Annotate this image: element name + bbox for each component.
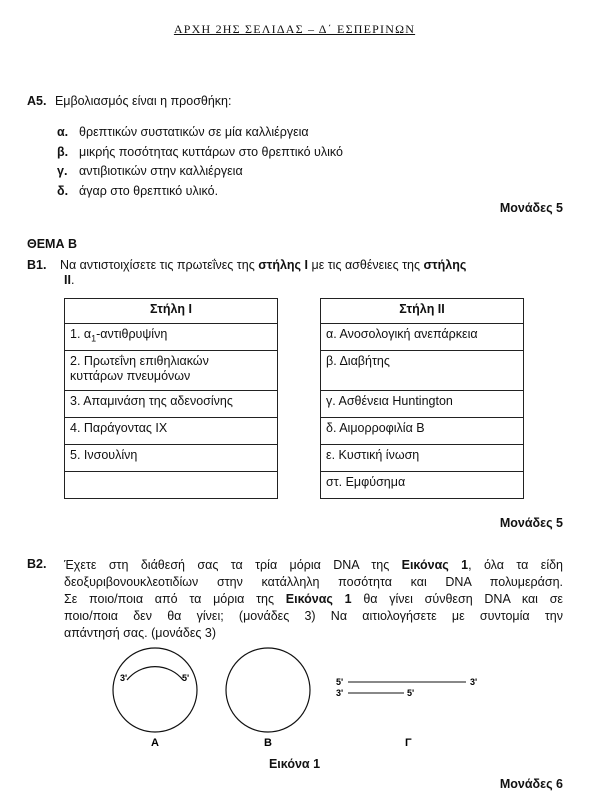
column-2-row: στ. Εμφύσημα [321,472,524,499]
column-1-table [64,298,278,499]
label-3prime-a: 3' [120,673,128,683]
column-2-table [320,298,524,499]
figure-dna-molecules [0,640,589,760]
column-1-header: Στήλη Ι [65,299,278,324]
column-2-header: Στήλη ΙΙ [321,299,524,324]
question-label: Α5. [27,94,47,108]
label-a: Α [151,737,159,749]
column-2-row: β. Διαβήτης [321,351,524,391]
column-2-row: γ. Ασθένεια Huntington [321,391,524,418]
column-1-row: 2. Πρωτεΐνη επιθηλιακών κυττάρων πνευμόνων [65,351,278,391]
column-2-row: δ. Αιμορροφιλία Β [321,418,524,445]
column-1-row: 4. Παράγοντας ΙΧ [65,418,278,445]
question-b2: Έχετε στη διάθεσή σας τα τρία μόρια DNA της Εικόνας 1, όλα τα είδη δεοξυριβονουκλεοτιδίων στην κατάλληλη ποσότητα και DNA πολυμεράση. Σε ποιο/ποια από τα μόρια της Εικόνας 1 θα γίνει σύνθεση DNA και σε ποιο/ποια δεν θα γίνει; (μονάδες 3) Να αιτιολογήσετε με συντομία την απάντησή σας. (μονάδες 3) [64,558,564,640]
question-text: Εμβολιασμός είναι η προσθήκη: [54,94,232,108]
column-1-row: 1. $\alpha_1$-αντιθρυψίνη [65,324,278,351]
column-2-row: ε. Κυστική ίνωση [321,445,524,472]
label-b: Β [264,737,272,749]
column-1-row-empty [65,472,278,499]
page-header: ΑΡΧΗ 2ΗΣ ΣΕΛΙΔΑΣ – Δ΄ ΕΣΠΕΡΙΝΩΝ [173,22,416,36]
option-c: γ. αντιβιοτικών στην καλλιέργεια [57,164,243,178]
label-5prime-a: 5' [182,673,190,683]
option-a: α. θρεπτικών συστατικών σε μία καλλιέργεια [57,125,309,139]
question-b1: Β1. Να αντιστοιχίσετε τις πρωτεΐνες της στήλης Ι με τις ασθένειες της στήλης [27,258,467,272]
a5-options [57,123,343,201]
circular-dna-a [113,648,197,732]
column-2-row: α. Ανοσολογική ανεπάρκεια [321,324,524,351]
question-b1-line2: ΙΙ. [64,273,75,287]
column-1-row: 3. Απαμινάση της αδενοσίνης [65,391,278,418]
marks-b2: Μονάδες 6 [499,777,563,791]
figure-caption: Εικόνα 1 [268,757,321,771]
question-label-b2: Β2. [27,557,47,571]
label-5prime-top: 5' [336,677,344,687]
label-5prime-bottom: 5' [407,688,415,698]
question-a5 [27,94,231,108]
column-1-row: 5. Ινσουλίνη [65,445,278,472]
circular-dna-b [226,648,310,732]
option-d: δ. άγαρ στο θρεπτικό υλικό. [57,183,219,198]
label-3prime-bottom: 3' [336,688,344,698]
marks-a5: Μονάδες 5 [499,201,563,215]
label-3prime-top: 3' [470,677,478,687]
section-title: ΘΕΜΑ Β [27,237,77,251]
label-g: Γ [405,737,412,749]
option-b: β. μικρής ποσότητας κυττάρων στο θρεπτικό υλικό [57,144,343,159]
marks-b1: Μονάδες 5 [499,516,563,530]
primer-arc-a [127,667,183,680]
